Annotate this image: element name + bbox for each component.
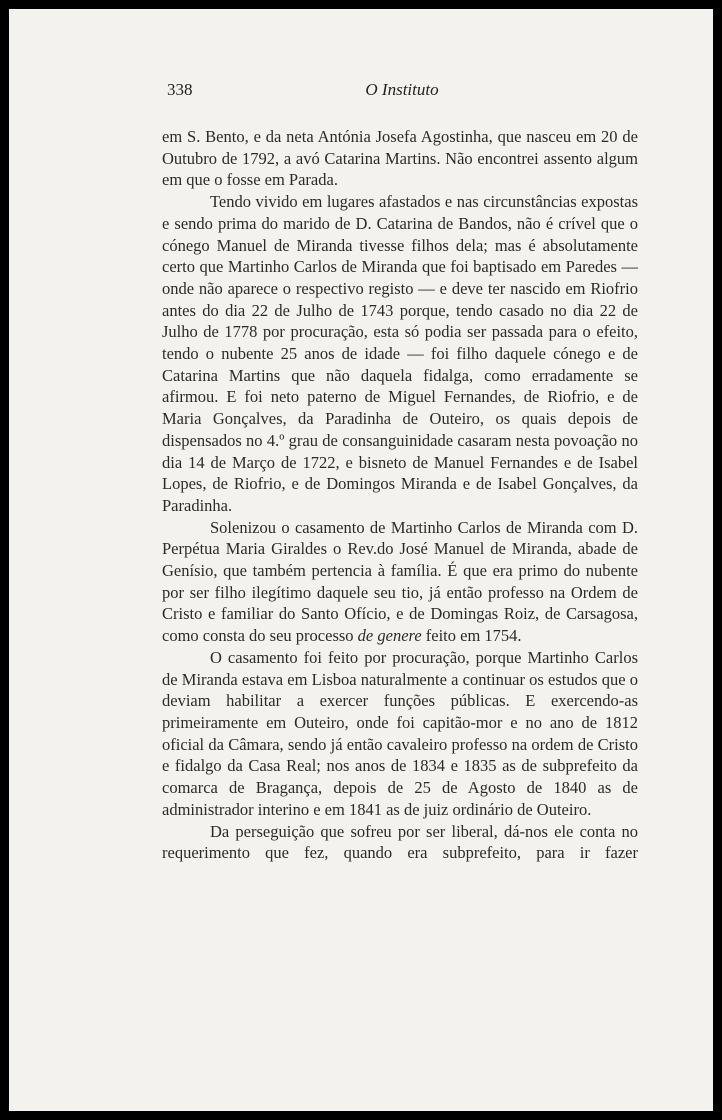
paragraph-1: em S. Bento, e da neta Antónia Josefa Agostinha, que nasceu em 20 de Outubro de 1792, a avó Catarina Martins. Não encontrei assento algum em que o fosse em Parada.	[162, 127, 638, 190]
page-header	[167, 80, 637, 104]
running-title: O Instituto	[365, 80, 439, 99]
book-page	[9, 9, 713, 1111]
body-text	[162, 126, 638, 864]
paragraph-3-text: Solenizou o casamento de Martinho Carlos de Miranda com D. Perpétua Maria Giraldes o Rev.do José Manuel de Miranda, abade de Genísio, que também pertencia à família. É que era primo do nubente por ser filho ilegítimo daquele seu tio, já então professo na Ordem de Cristo e familiar do Santo Ofício, e de Domingas Roiz, de Carsagosa, como consta do seu processo	[162, 517, 638, 646]
paragraph-5: Da perseguição que sofreu por ser liberal, dá-nos ele conta no requerimento que fez, quando era subprefeito, para ir fazer	[162, 821, 638, 863]
paragraph-3	[162, 517, 638, 647]
paragraph-3-italic: de genere	[357, 626, 422, 646]
paragraph-3-text-end: feito em 1754.	[421, 626, 522, 646]
paragraph-2: Tendo vivido em lugares afastados e nas circunstâncias expostas e sendo prima do marido de D. Catarina de Bandos, não é crível que o cónego Manuel de Miranda tivesse filhos dela; mas é absolutamente certo que Martinho Carlos de Miranda que foi baptisado em Paredes — onde não aparece o respectivo registo — e deve ter nascido em Riofrio antes do dia 22 de Julho de 1743 porque, tendo casado no dia 22 de Julho de 1778 por procuração, esta só podia ser passada para o efeito, tendo o nubente 25 anos de idade — foi filho daquele cónego e de Catarina Martins que não daquela fidalga, como erradamente se afirmou. E foi neto paterno de Miguel Fernandes, de Riofrio, e de Maria Gonçalves, da Paradinha de Outeiro, os quais depois de dispensados no 4.º grau de consanguinidade casaram nesta povoação no dia 14 de Março de 1722, e bisneto de Manuel Fernandes e de Isabel Lopes, de Riofrio, e de Domingos Miranda e de Isabel Gonçalves, da Paradinha.	[162, 192, 638, 515]
paragraph-4: O casamento foi feito por procuração, porque Martinho Carlos de Miranda estava em Lisboa naturalmente a continuar os estudos que o deviam habilitar a exercer funções públicas. E exercendo-as primeiramente em Outeiro, onde foi capitão-mor e no ano de 1812 oficial da Câmara, sendo já então cavaleiro professo na ordem de Cristo e fidalgo da Casa Real; nos anos de 1834 e 1835 as de subprefeito da comarca de Bragança, depois de 25 de Agosto de 1840 as de administrador interino e em 1841 as de juiz ordinário de Outeiro.	[162, 647, 638, 819]
page-number: 338	[167, 80, 193, 99]
